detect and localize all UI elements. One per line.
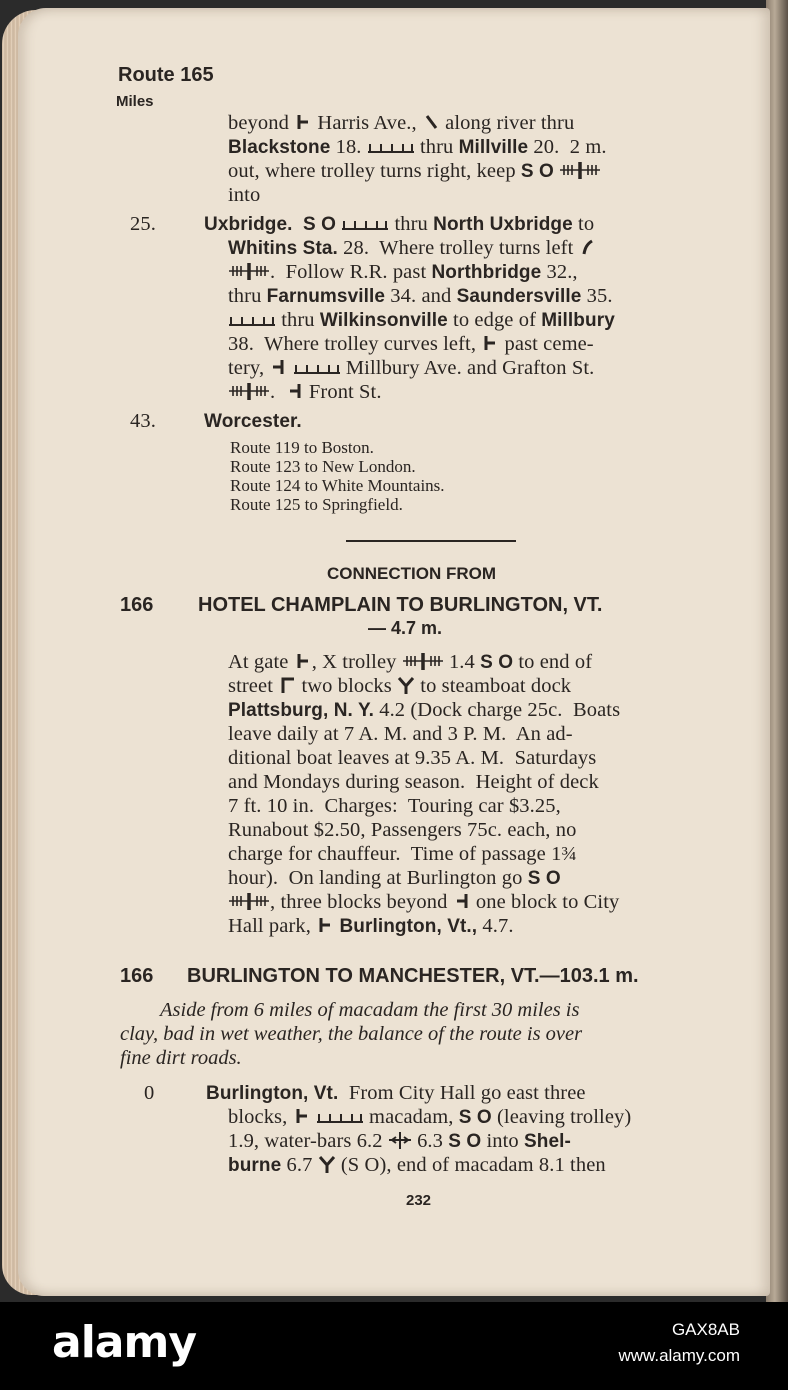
text-run: 38. Where trolley curves left, xyxy=(228,333,482,355)
place-name: S O xyxy=(448,1131,482,1152)
text-line xyxy=(228,1106,631,1129)
t-left-turn-icon xyxy=(453,892,471,910)
text-run: 4.2 (Dock charge 25c. Boats xyxy=(374,699,621,721)
text-line xyxy=(206,1082,586,1105)
text-run: , X trolley xyxy=(311,651,402,673)
text-line xyxy=(228,843,577,866)
text-run: Millbury Ave. and Grafton St. xyxy=(340,357,595,379)
text-run: 32., xyxy=(541,261,578,283)
text-run xyxy=(293,213,303,235)
text-run: macadam, xyxy=(363,1106,459,1128)
text-line xyxy=(228,651,592,674)
trolley-track-icon xyxy=(228,892,270,910)
trolley-track-icon xyxy=(402,652,444,670)
miles-column-label: Miles xyxy=(116,93,154,110)
place-name: Burlington, Vt., xyxy=(339,916,478,937)
text-run: street xyxy=(228,675,279,697)
t-left-turn-icon xyxy=(286,382,304,400)
text-line xyxy=(228,1130,571,1153)
text-run: charge for chauffeur. Time of passage 1¾ xyxy=(228,843,577,865)
text-line xyxy=(228,333,594,356)
t-right-turn-icon xyxy=(316,916,334,934)
place-name: Northbridge xyxy=(431,262,542,283)
place-name: Millville xyxy=(458,137,529,158)
text-run: to edge of xyxy=(447,309,542,331)
place-worcester: Worcester. xyxy=(204,411,302,432)
text-run: thru xyxy=(389,213,434,235)
text-line xyxy=(228,771,599,794)
text-run: 35. xyxy=(581,285,613,307)
text-run: , three blocks beyond xyxy=(270,891,453,913)
watermark-url: www.alamy.com xyxy=(618,1346,740,1365)
railroad-crossing-icon xyxy=(293,358,341,376)
text-line xyxy=(228,723,573,746)
place-name: S O xyxy=(458,1107,492,1128)
text-line xyxy=(228,795,561,818)
trolley-track-icon xyxy=(559,161,601,179)
route-reference: Route 123 to New London. xyxy=(230,457,416,476)
place-name: Wilkinsonville xyxy=(319,310,448,331)
text-run: blocks, xyxy=(228,1106,293,1128)
text-run: and Mondays during season. Height of deck xyxy=(228,771,599,793)
route-number: 166 xyxy=(120,594,154,616)
text-line xyxy=(228,357,594,380)
mileage-43: 43. xyxy=(130,410,156,432)
text-run: thru xyxy=(414,136,459,158)
text-line xyxy=(228,1154,606,1177)
route-intro: clay, bad in wet weather, the balance of the route is over xyxy=(120,1023,583,1045)
text-line xyxy=(228,184,260,207)
text-run: tery, xyxy=(228,357,270,379)
fork-icon xyxy=(318,1155,336,1173)
text-run: 1.4 xyxy=(443,651,481,673)
railroad-crossing-icon xyxy=(367,137,415,155)
place-name: Whitins Sta. xyxy=(228,238,338,259)
text-run: beyond xyxy=(228,112,295,134)
crossroad-icon xyxy=(388,1131,412,1149)
text-run: 1.9, water-bars 6.2 xyxy=(228,1130,388,1152)
railroad-crossing-icon xyxy=(316,1107,364,1125)
text-run: . xyxy=(270,381,286,403)
section-divider xyxy=(346,540,516,542)
t-right-turn-icon xyxy=(294,113,312,131)
place-name: Uxbridge. xyxy=(204,214,293,235)
route-intro: fine dirt roads. xyxy=(120,1047,242,1069)
text-run: two blocks xyxy=(296,675,398,697)
text-run: From City Hall go east three xyxy=(338,1082,586,1104)
text-run: 4.7. xyxy=(477,915,514,937)
bear-right-icon xyxy=(422,113,440,131)
text-run: past ceme- xyxy=(499,333,594,355)
text-run: 6.7 xyxy=(281,1154,318,1176)
mileage-25: 25. xyxy=(130,213,156,235)
text-line xyxy=(228,675,571,698)
trolley-track-icon xyxy=(228,382,270,400)
railroad-crossing-icon xyxy=(228,310,276,328)
text-run: 7 ft. 10 in. Charges: Touring car $3.25, xyxy=(228,795,561,817)
text-run: 6.3 xyxy=(411,1130,449,1152)
text-line xyxy=(228,285,613,308)
text-run: . Follow R.R. past xyxy=(270,261,432,283)
text-run: hour). On landing at Burlington go xyxy=(228,867,528,889)
bear-left-icon xyxy=(579,238,597,256)
text-run: thru xyxy=(276,309,320,331)
connection-heading: CONNECTION FROM xyxy=(327,564,497,583)
text-run: to xyxy=(572,213,595,235)
place-name: North Uxbridge xyxy=(433,214,573,235)
text-run: thru xyxy=(228,285,267,307)
text-line xyxy=(228,747,596,770)
route-intro: Aside from 6 miles of macadam the first 30 miles is xyxy=(160,999,580,1021)
text-line xyxy=(204,213,594,236)
text-run: Front St. xyxy=(303,381,382,403)
text-run: (S O), end of macadam 8.1 then xyxy=(335,1154,606,1176)
t-right-turn-icon xyxy=(294,652,312,670)
text-run: 18. xyxy=(330,136,367,158)
place-name: Shel- xyxy=(524,1131,571,1152)
text-run: 28. Where trolley turns left xyxy=(337,237,579,259)
text-run: to end of xyxy=(513,651,593,673)
text-run: Harris Ave., xyxy=(312,112,422,134)
t-right-turn-icon xyxy=(481,334,499,352)
place-name: S O xyxy=(302,214,337,235)
text-line xyxy=(228,891,619,914)
place-name: S O xyxy=(520,161,554,182)
mileage-0: 0 xyxy=(144,1082,155,1104)
text-run: one block to City xyxy=(470,891,620,913)
text-run: into xyxy=(481,1130,525,1152)
text-run: 34. and xyxy=(385,285,457,307)
text-run: into xyxy=(228,184,261,206)
place-name: Burlington, Vt. xyxy=(206,1083,339,1104)
connection-title: HOTEL CHAMPLAIN TO BURLINGTON, VT. xyxy=(198,594,603,616)
place-name: S O xyxy=(527,868,561,889)
text-line xyxy=(228,867,561,890)
page-number: 232 xyxy=(406,1192,432,1209)
place-name: Plattsburg, N. Y. xyxy=(228,700,374,721)
railroad-crossing-icon xyxy=(341,214,389,232)
place-name: Millbury xyxy=(541,310,615,331)
text-line xyxy=(228,112,574,135)
text-run: to steamboat dock xyxy=(415,675,572,697)
text-line xyxy=(228,136,607,159)
text-run: leave daily at 7 A. M. and 3 P. M. An ad- xyxy=(228,723,573,745)
route-reference: Route 124 to White Mountains. xyxy=(230,476,445,495)
text-run: 20. 2 m. xyxy=(528,136,607,158)
text-run: (leaving trolley) xyxy=(491,1106,632,1128)
trolley-track-icon xyxy=(228,262,270,280)
text-run: Runabout $2.50, Passengers 75c. each, no xyxy=(228,819,577,841)
text-line xyxy=(228,819,576,842)
place-name: S O xyxy=(480,652,514,673)
connection-distance: — 4.7 m. xyxy=(368,618,443,638)
text-line xyxy=(228,381,382,404)
place-name: burne xyxy=(228,1155,282,1176)
text-line xyxy=(228,915,514,938)
right-angle-turn-icon xyxy=(278,676,296,694)
route-number: 166 xyxy=(120,965,154,987)
text-run: out, where trolley turns right, keep xyxy=(228,160,521,182)
route-title: BURLINGTON TO MANCHESTER, VT.—103.1 m. xyxy=(187,965,639,987)
text-run: Hall park, xyxy=(228,915,317,937)
route-reference: Route 119 to Boston. xyxy=(230,438,374,457)
t-right-turn-icon xyxy=(293,1107,311,1125)
fork-icon xyxy=(397,676,415,694)
text-line xyxy=(228,309,615,332)
route-reference: Route 125 to Springfield. xyxy=(230,495,403,514)
place-name: Saundersville xyxy=(456,286,582,307)
text-run: along river thru xyxy=(439,112,575,134)
text-run: ditional boat leaves at 9.35 A. M. Saturdays xyxy=(228,747,597,769)
t-left-turn-icon xyxy=(269,358,287,376)
place-name: Farnumsville xyxy=(266,286,386,307)
text-line xyxy=(228,160,601,183)
text-line xyxy=(228,699,620,722)
image-id: GAX8AB xyxy=(671,1320,740,1339)
running-header: Route 165 xyxy=(118,64,214,86)
text-line xyxy=(228,237,597,260)
text-line xyxy=(228,261,578,284)
text-run: At gate xyxy=(228,651,294,673)
alamy-logo: alamy xyxy=(52,1317,196,1368)
place-name: Blackstone xyxy=(228,137,331,158)
